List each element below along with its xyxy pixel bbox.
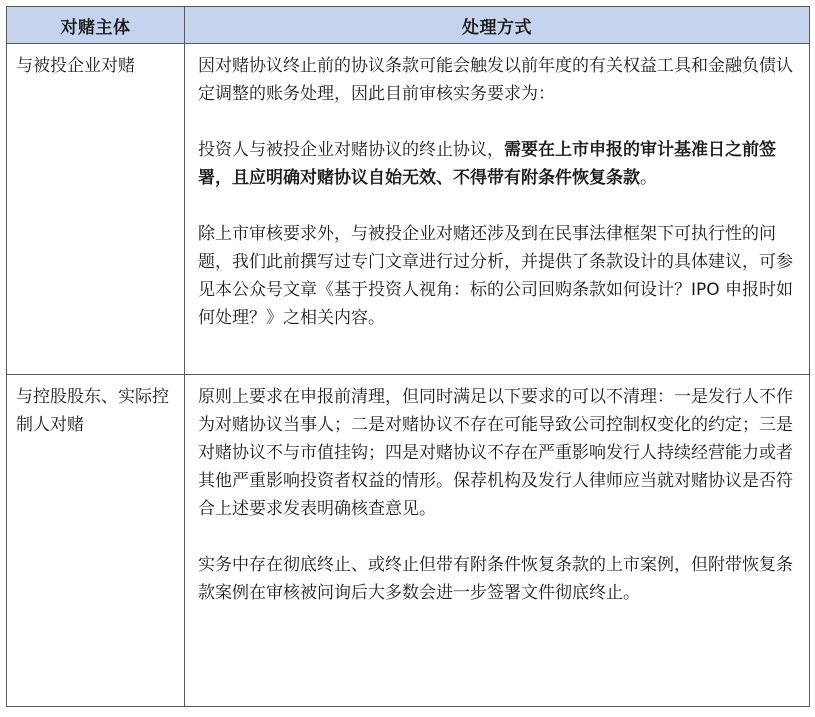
header-method: 处理方式 — [185, 7, 810, 44]
subject-cell-controlling-shareholder: 与控股股东、实际控制人对赌 — [7, 375, 185, 707]
method-cell-controlling-shareholder — [185, 375, 810, 707]
paragraph-practice-cases: 实务中存在彻底终止、或终止但带有附条件恢复条款的上市案例，但附带恢复条款案例在审核被问询后大多数会进一步签署文件彻底终止。 — [198, 555, 793, 603]
header-subject: 对赌主体 — [7, 7, 185, 44]
termination-plain-text: 投资人与被投企业对赌协议的终止协议， — [198, 140, 504, 160]
paragraph-accounting-reason: 因对赌协议终止前的协议条款可能会触发以前年度的有关权益工具和金融负债认定调整的账务处理，因此目前审核实务要求为： — [198, 56, 793, 104]
table-header-row — [7, 7, 810, 44]
termination-tail-text: 。 — [640, 168, 657, 188]
table-row — [7, 375, 810, 707]
subject-cell-invested-company: 与被投企业对赌 — [7, 44, 185, 375]
paragraph-civil-law-note: 除上市审核要求外，与被投企业对赌还涉及到在民事法律框架下可执行性的问题，我们此前撰写过专门文章进行过分析，并提供了条款设计的具体建议，可参见本公众号文章《基于投资人视角：标的公司回购条款如何设计？IPO 申报时如何处理？》之相关内容。 — [198, 224, 794, 328]
method-cell-invested-company — [185, 44, 810, 375]
paragraph-clearance-principle: 原则上要求在申报前清理，但同时满足以下要求的可以不清理：一是发行人不作为对赌协议当事人；二是对赌协议不存在可能导致公司控制权变化的约定；三是对赌协议不与市值挂钩；四是对赌协议不存在严重影响发行人持续经营能力或者其他严重影响投资者权益的情形。保荐机构及发行人律师应当就对赌协议是否符合上述要求发表明确核查意见。 — [198, 387, 793, 519]
table-row — [7, 44, 810, 375]
betting-agreement-table — [6, 6, 810, 707]
paragraph-termination-requirement — [198, 136, 801, 192]
termination-bold-text: 需要在上市申报的审计基准日之前签署，且应明确对赌协议自始无效、不得带有附条件恢复条款 — [198, 140, 776, 188]
